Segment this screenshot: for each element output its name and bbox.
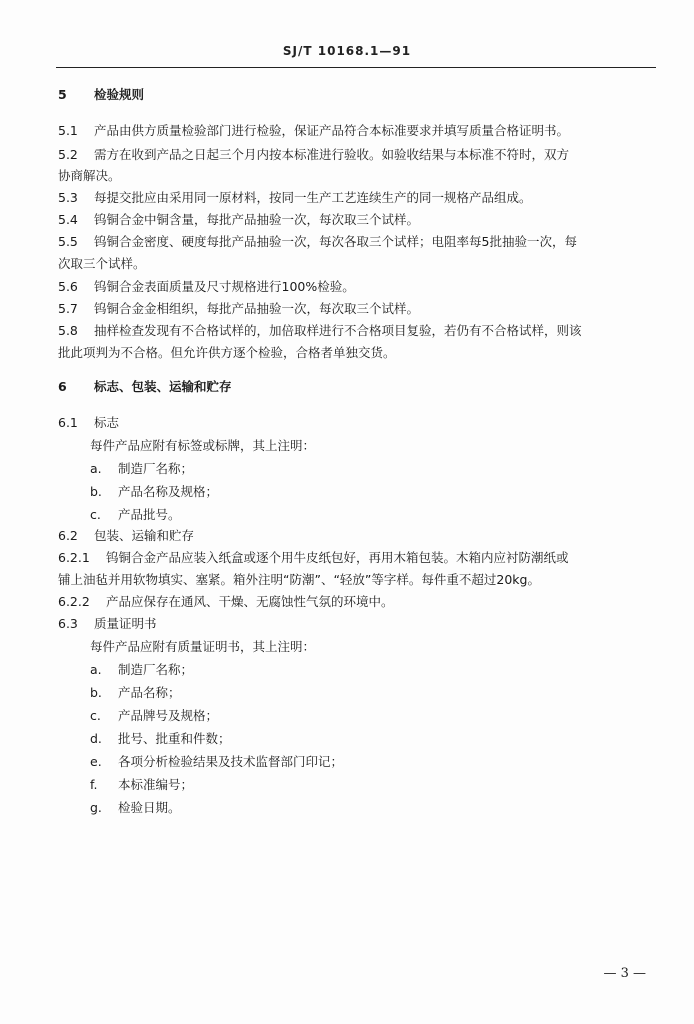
list-item (90, 728, 231, 749)
list-label: b. (90, 685, 102, 700)
list-item (90, 682, 181, 703)
clause-6-3-intro: 每件产品应附有质量证明书，其上注明： (90, 639, 316, 654)
list-text: 产品批号。 (118, 507, 181, 522)
clause-6-2-heading (58, 525, 194, 546)
list-label: f. (90, 777, 98, 792)
clause-number: 5.7 (58, 301, 78, 316)
clause-title: 质量证明书 (94, 616, 157, 631)
clause-6-1-intro: 每件产品应附有标签或标牌，其上注明： (90, 438, 316, 453)
list-label: a. (90, 461, 102, 476)
list-text: 制造厂名称； (118, 662, 194, 677)
list-text: 各项分析检验结果及技术监督部门印记； (118, 754, 344, 769)
clause-5-5-cont: 次取三个试样。 (58, 256, 146, 271)
clause-5-5 (58, 231, 577, 252)
list-text: 产品名称及规格； (118, 484, 219, 499)
clause-number: 6.2 (58, 528, 78, 543)
header-rule (56, 67, 656, 68)
clause-title: 标志 (94, 415, 120, 430)
section-title: 标志、包装、运输和贮存 (94, 379, 232, 394)
clause-text: 产品由供方质量检验部门进行检验，保证产品符合本标准要求并填写质量合格证明书。 (94, 123, 570, 138)
clause-number: 5.5 (58, 234, 78, 249)
clause-5-6 (58, 276, 355, 297)
clause-number: 5.2 (58, 147, 78, 162)
clause-6-3-heading (58, 613, 157, 634)
list-item (90, 659, 193, 680)
clause-5-8-cont: 批此项判为不合格。但允许供方逐个检验，合格者单独交货。 (58, 345, 396, 360)
standard-number-header: SJ/T 10168.1—91 (282, 44, 412, 58)
list-label: c. (90, 708, 101, 723)
list-item (90, 705, 218, 726)
list-label: b. (90, 484, 102, 499)
clause-text: 抽样检查发现有不合格试样的，加倍取样进行不合格项目复验，若仍有不合格试样，则该 (94, 323, 582, 338)
section-title: 检验规则 (94, 87, 145, 102)
clause-number: 5.4 (58, 212, 78, 227)
clause-text: 每提交批应由采用同一原材料，按同一生产工艺连续生产的同一规格产品组成。 (94, 190, 532, 205)
clause-text: 钨铜合金密度、硬度每批产品抽验一次，每次各取三个试样；电阻率每5批抽验一次，每 (94, 234, 577, 249)
clause-6-2-1 (58, 547, 569, 568)
clause-text: 钨铜合金金相组织，每批产品抽验一次，每次取三个试样。 (94, 301, 420, 316)
section-5-heading (58, 84, 144, 105)
clause-number: 5.1 (58, 123, 78, 138)
clause-number: 6.2.2 (58, 594, 90, 609)
clause-title: 包装、运输和贮存 (94, 528, 195, 543)
clause-number: 6.2.1 (58, 550, 90, 565)
clause-6-1-heading (58, 412, 119, 433)
list-label: g. (90, 800, 102, 815)
clause-text: 钨铜合金表面质量及尺寸规格进行100%检验。 (94, 279, 355, 294)
clause-number: 6.1 (58, 415, 78, 430)
clause-number: 5.8 (58, 323, 78, 338)
section-number: 5 (58, 87, 67, 102)
list-item (90, 504, 181, 525)
list-label: e. (90, 754, 102, 769)
clause-5-2 (58, 144, 569, 165)
clause-text: 需方在收到产品之日起三个月内按本标准进行验收。如验收结果与本标准不符时，双方 (94, 147, 570, 162)
clause-text: 钨铜合金产品应装入纸盒或逐个用牛皮纸包好，再用木箱包装。木箱内应衬防潮纸或 (106, 550, 569, 565)
list-item (90, 481, 218, 502)
list-text: 制造厂名称； (118, 461, 194, 476)
section-number: 6 (58, 379, 67, 394)
clause-5-4 (58, 209, 419, 230)
clause-6-2-2 (58, 591, 394, 612)
clause-5-3 (58, 187, 532, 208)
section-6-heading (58, 376, 232, 397)
clause-number: 5.6 (58, 279, 78, 294)
clause-text: 产品应保存在通风、干燥、无腐蚀性气氛的环境中。 (106, 594, 394, 609)
clause-5-2-cont: 协商解决。 (58, 168, 121, 183)
clause-5-1 (58, 120, 569, 141)
clause-6-2-1-cont: 铺上油毡并用软物填实、塞紧。箱外注明“防潮”、“轻放”等字样。每件重不超过20kg。 (58, 572, 540, 587)
list-text: 检验日期。 (118, 800, 181, 815)
clause-5-7 (58, 298, 419, 319)
clause-number: 5.3 (58, 190, 78, 205)
clause-number: 6.3 (58, 616, 78, 631)
list-text: 产品名称； (118, 685, 181, 700)
clause-5-8 (58, 320, 582, 341)
list-text: 批号、批重和件数； (118, 731, 231, 746)
clause-text: 钨铜合金中铜含量，每批产品抽验一次，每次取三个试样。 (94, 212, 420, 227)
list-label: d. (90, 731, 102, 746)
page-number: — 3 — (603, 966, 646, 981)
list-text: 产品牌号及规格； (118, 708, 219, 723)
list-item (90, 458, 193, 479)
list-item (90, 751, 343, 772)
list-item (90, 797, 181, 818)
list-label: c. (90, 507, 101, 522)
list-text: 本标准编号； (118, 777, 194, 792)
list-label: a. (90, 662, 102, 677)
list-item (90, 774, 193, 795)
